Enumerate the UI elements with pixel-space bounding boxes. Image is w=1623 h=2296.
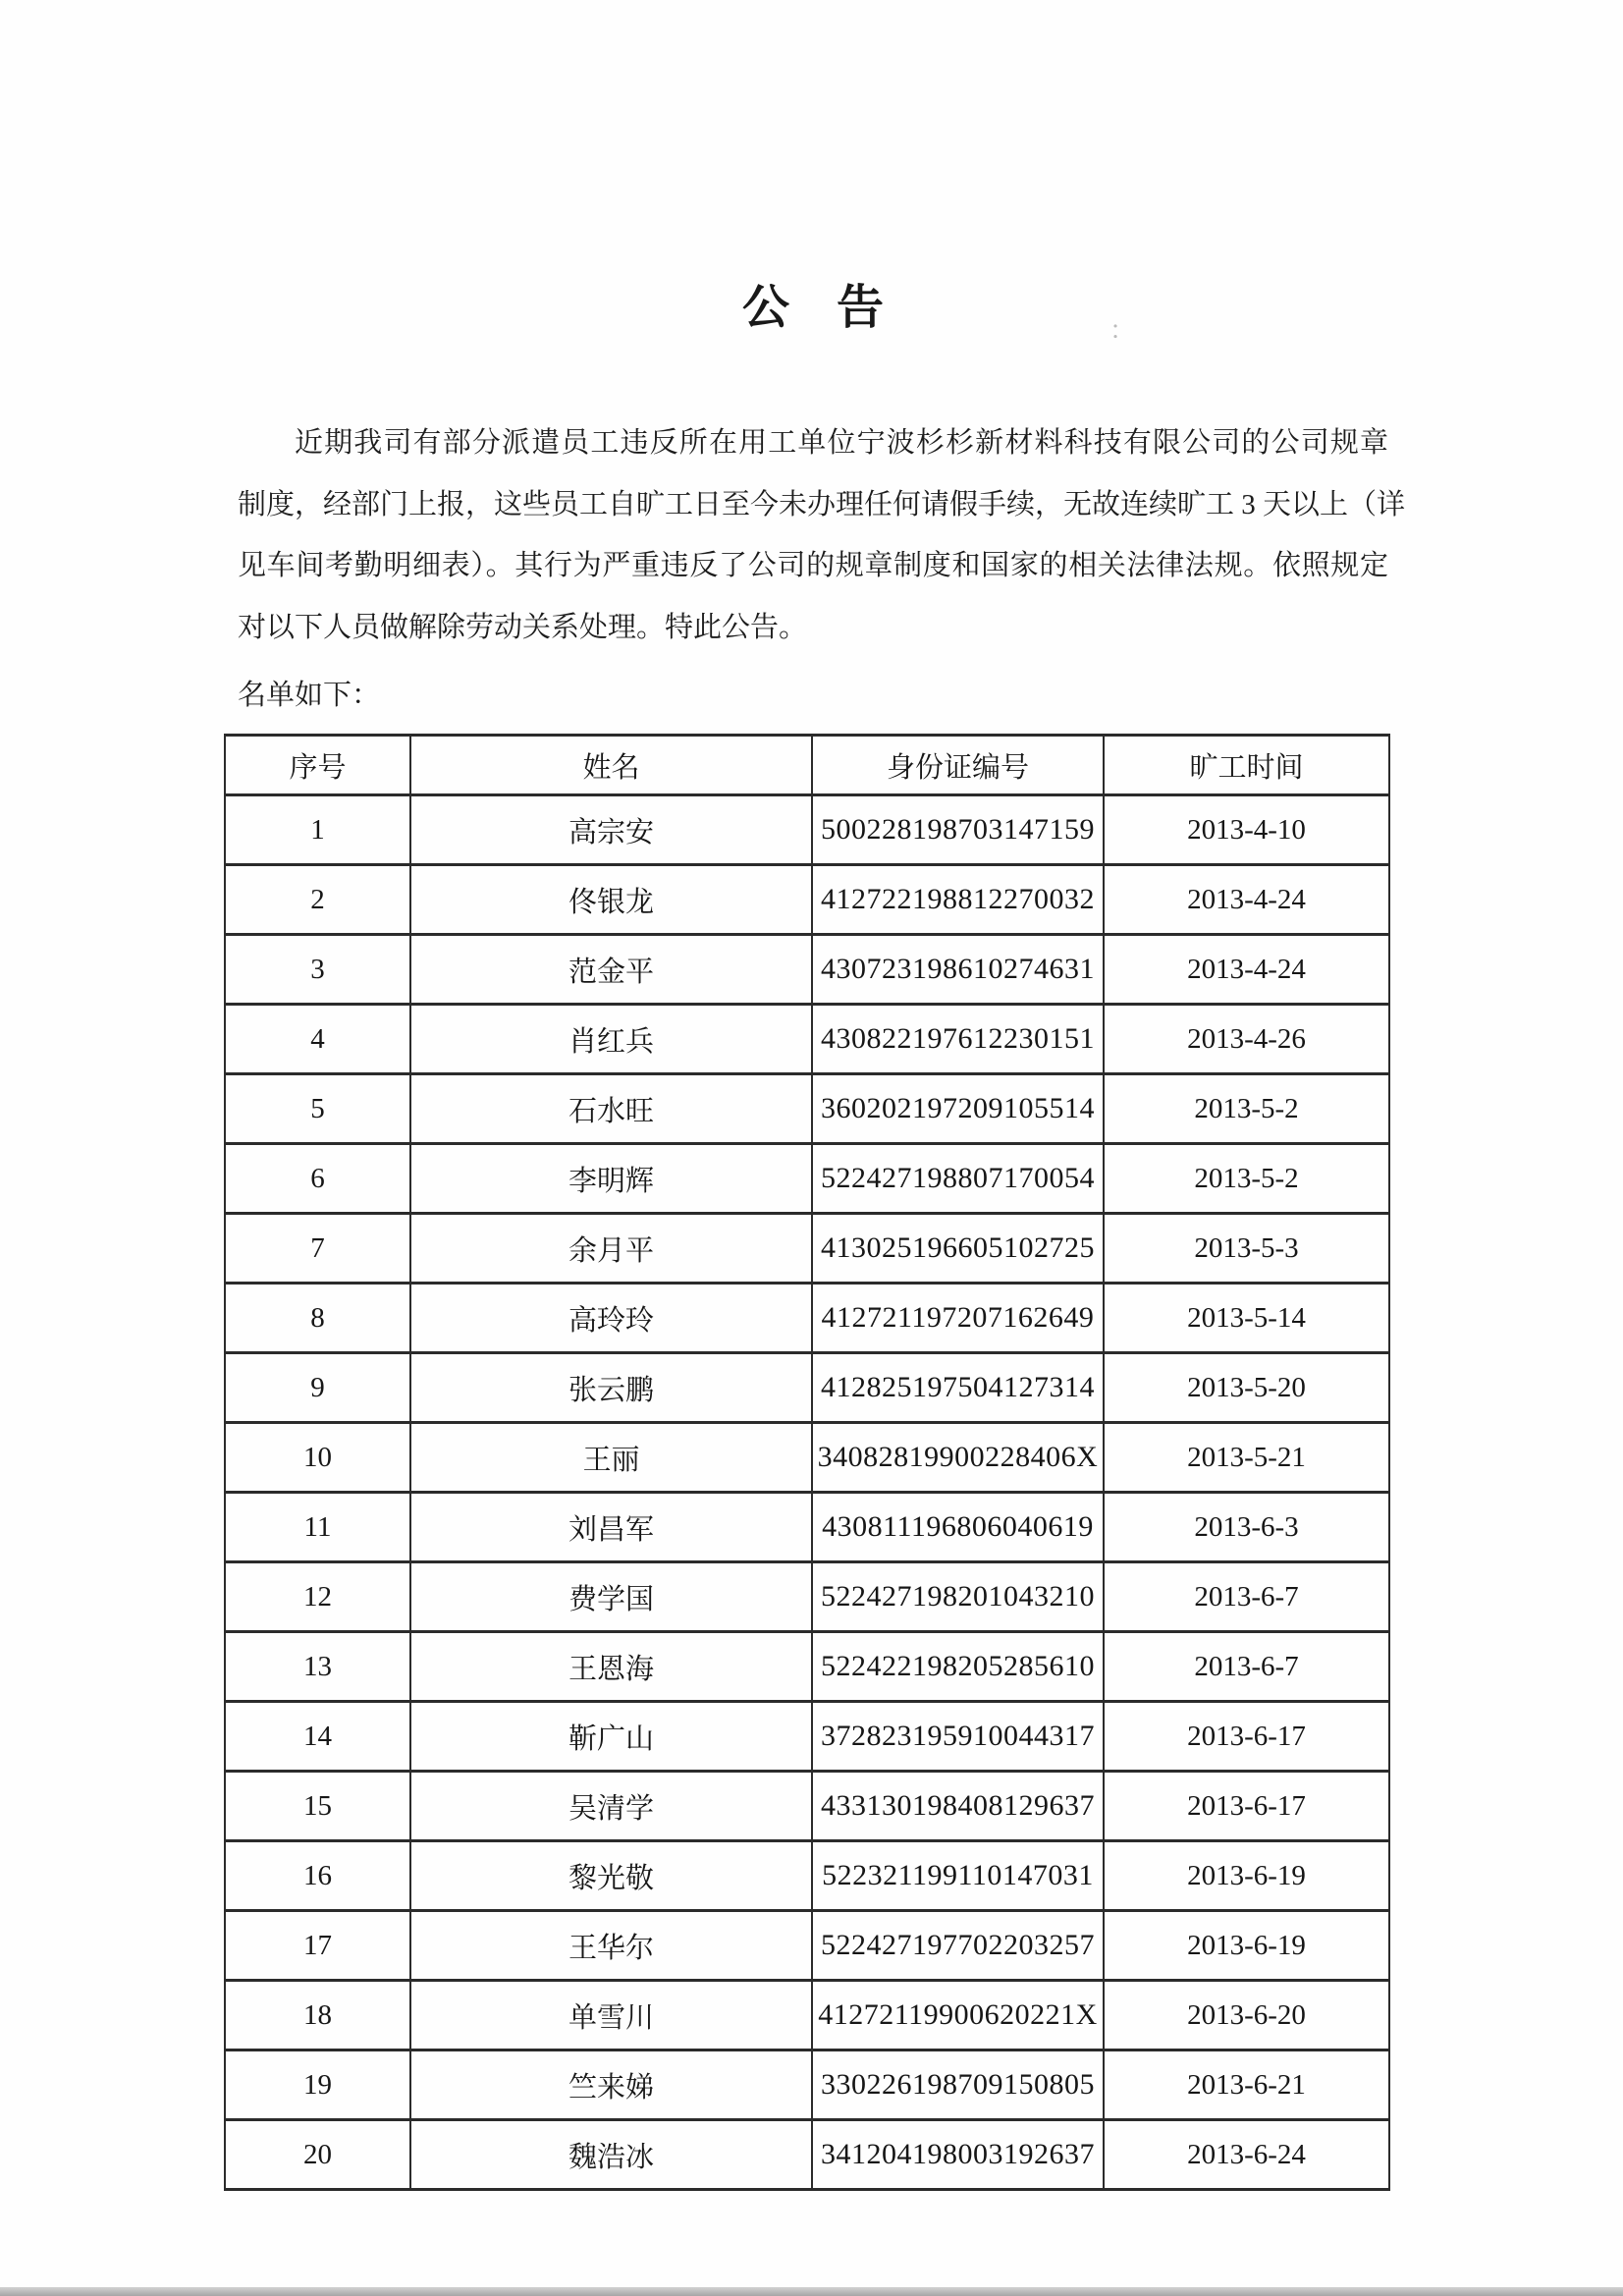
roster-table <box>224 734 1390 2191</box>
cell-serial: 2 <box>225 865 410 935</box>
cell-absence-date: 2013-6-17 <box>1104 1702 1389 1772</box>
cell-absence-date: 2013-5-21 <box>1104 1423 1389 1493</box>
cell-serial: 15 <box>225 1772 410 1841</box>
cell-serial: 9 <box>225 1353 410 1423</box>
cell-serial: 11 <box>225 1493 410 1562</box>
table-row <box>225 795 1389 865</box>
cell-name: 范金平 <box>410 935 812 1005</box>
table-header-row <box>225 736 1389 795</box>
cell-name: 黎光敬 <box>410 1841 812 1911</box>
table-row <box>225 1214 1389 1284</box>
table-row <box>225 1981 1389 2050</box>
cell-absence-date: 2013-5-2 <box>1104 1144 1389 1214</box>
cell-name: 王恩海 <box>410 1632 812 1702</box>
cell-name: 佟银龙 <box>410 865 812 935</box>
cell-serial: 10 <box>225 1423 410 1493</box>
cell-absence-date: 2013-6-17 <box>1104 1772 1389 1841</box>
cell-name: 魏浩冰 <box>410 2120 812 2190</box>
cell-name: 张云鹏 <box>410 1353 812 1423</box>
cell-serial: 18 <box>225 1981 410 2050</box>
cell-absence-date: 2013-6-3 <box>1104 1493 1389 1562</box>
header-cell-absence-date: 旷工时间 <box>1104 736 1389 795</box>
scan-edge-bottom <box>0 2287 1623 2296</box>
table-body <box>225 795 1389 2190</box>
cell-serial: 14 <box>225 1702 410 1772</box>
table-row <box>225 1144 1389 1214</box>
cell-absence-date: 2013-4-24 <box>1104 935 1389 1005</box>
cell-absence-date: 2013-6-20 <box>1104 1981 1389 2050</box>
table-row <box>225 1493 1389 1562</box>
page-title: 公 告 <box>741 282 884 334</box>
header-cell-id-number: 身份证编号 <box>812 736 1104 795</box>
cell-id-number: 430811196806040619 <box>812 1493 1104 1562</box>
cell-id-number: 522321199110147031 <box>812 1841 1104 1911</box>
cell-name: 高宗安 <box>410 795 812 865</box>
paragraph-line: 见车间考勤明细表）。其行为严重违反了公司的规章制度和国家的相关法律法规。依照规定 <box>238 550 1388 581</box>
cell-absence-date: 2013-5-3 <box>1104 1214 1389 1284</box>
table-row <box>225 1353 1389 1423</box>
table-row <box>225 1772 1389 1841</box>
cell-id-number: 430822197612230151 <box>812 1005 1104 1074</box>
cell-serial: 17 <box>225 1911 410 1981</box>
cell-name: 吴清学 <box>410 1772 812 1841</box>
cell-serial: 20 <box>225 2120 410 2190</box>
cell-name: 刘昌军 <box>410 1493 812 1562</box>
table-row <box>225 2050 1389 2120</box>
table-row <box>225 1284 1389 1353</box>
cell-absence-date: 2013-4-10 <box>1104 795 1389 865</box>
cell-absence-date: 2013-6-21 <box>1104 2050 1389 2120</box>
cell-serial: 6 <box>225 1144 410 1214</box>
cell-serial: 16 <box>225 1841 410 1911</box>
table-row <box>225 1632 1389 1702</box>
cell-serial: 19 <box>225 2050 410 2120</box>
cell-absence-date: 2013-6-24 <box>1104 2120 1389 2190</box>
table-row <box>225 1074 1389 1144</box>
cell-name: 靳广山 <box>410 1702 812 1772</box>
cell-serial: 13 <box>225 1632 410 1702</box>
table-row <box>225 1562 1389 1632</box>
announcement-paragraph <box>238 412 1406 658</box>
cell-id-number: 372823195910044317 <box>812 1702 1104 1772</box>
table-row <box>225 865 1389 935</box>
cell-id-number: 522422198205285610 <box>812 1632 1104 1702</box>
table-row <box>225 1005 1389 1074</box>
header-cell-name: 姓名 <box>410 736 812 795</box>
list-intro-label: 名单如下： <box>238 680 381 711</box>
cell-absence-date: 2013-6-7 <box>1104 1632 1389 1702</box>
cell-serial: 4 <box>225 1005 410 1074</box>
cell-id-number: 433130198408129637 <box>812 1772 1104 1841</box>
cell-absence-date: 2013-6-7 <box>1104 1562 1389 1632</box>
cell-id-number: 412721197207162649 <box>812 1284 1104 1353</box>
scan-artifact-mark: ： <box>1109 316 1136 345</box>
cell-name: 高玲玲 <box>410 1284 812 1353</box>
cell-absence-date: 2013-4-26 <box>1104 1005 1389 1074</box>
cell-serial: 1 <box>225 795 410 865</box>
cell-id-number: 341204198003192637 <box>812 2120 1104 2190</box>
cell-id-number: 360202197209105514 <box>812 1074 1104 1144</box>
cell-name: 王华尔 <box>410 1911 812 1981</box>
paragraph-line: 近期我司有部分派遣员工违反所在用工单位宁波杉杉新材料科技有限公司的公司规章 <box>295 427 1388 459</box>
cell-name: 费学国 <box>410 1562 812 1632</box>
cell-id-number: 412825197504127314 <box>812 1353 1104 1423</box>
cell-absence-date: 2013-5-2 <box>1104 1074 1389 1144</box>
cell-name: 王丽 <box>410 1423 812 1493</box>
table-row <box>225 935 1389 1005</box>
cell-serial: 8 <box>225 1284 410 1353</box>
cell-id-number: 522427198807170054 <box>812 1144 1104 1214</box>
cell-id-number: 522427197702203257 <box>812 1911 1104 1981</box>
cell-absence-date: 2013-4-24 <box>1104 865 1389 935</box>
cell-name: 石水旺 <box>410 1074 812 1144</box>
cell-id-number: 330226198709150805 <box>812 2050 1104 2120</box>
cell-absence-date: 2013-6-19 <box>1104 1911 1389 1981</box>
cell-id-number: 500228198703147159 <box>812 795 1104 865</box>
cell-name: 竺来娣 <box>410 2050 812 2120</box>
cell-serial: 12 <box>225 1562 410 1632</box>
cell-name: 肖红兵 <box>410 1005 812 1074</box>
table-row <box>225 1841 1389 1911</box>
cell-absence-date: 2013-5-20 <box>1104 1353 1389 1423</box>
cell-name: 余月平 <box>410 1214 812 1284</box>
table-row <box>225 1423 1389 1493</box>
cell-id-number: 413025196605102725 <box>812 1214 1104 1284</box>
cell-id-number: 41272119900620221X <box>812 1981 1104 2050</box>
cell-absence-date: 2013-5-14 <box>1104 1284 1389 1353</box>
cell-serial: 3 <box>225 935 410 1005</box>
cell-serial: 7 <box>225 1214 410 1284</box>
header-cell-serial: 序号 <box>225 736 410 795</box>
cell-name: 单雪川 <box>410 1981 812 2050</box>
cell-id-number: 412722198812270032 <box>812 865 1104 935</box>
cell-id-number: 34082819900228406X <box>812 1423 1104 1493</box>
table-row <box>225 1911 1389 1981</box>
cell-id-number: 522427198201043210 <box>812 1562 1104 1632</box>
cell-name: 李明辉 <box>410 1144 812 1214</box>
cell-absence-date: 2013-6-19 <box>1104 1841 1389 1911</box>
paragraph-line: 对以下人员做解除劳动关系处理。特此公告。 <box>238 611 808 643</box>
cell-id-number: 430723198610274631 <box>812 935 1104 1005</box>
table-row <box>225 2120 1389 2190</box>
cell-serial: 5 <box>225 1074 410 1144</box>
paragraph-line: 制度，经部门上报，这些员工自旷工日至今未办理任何请假手续，无故连续旷工 3 天以上（详 <box>238 488 1406 520</box>
table-row <box>225 1702 1389 1772</box>
